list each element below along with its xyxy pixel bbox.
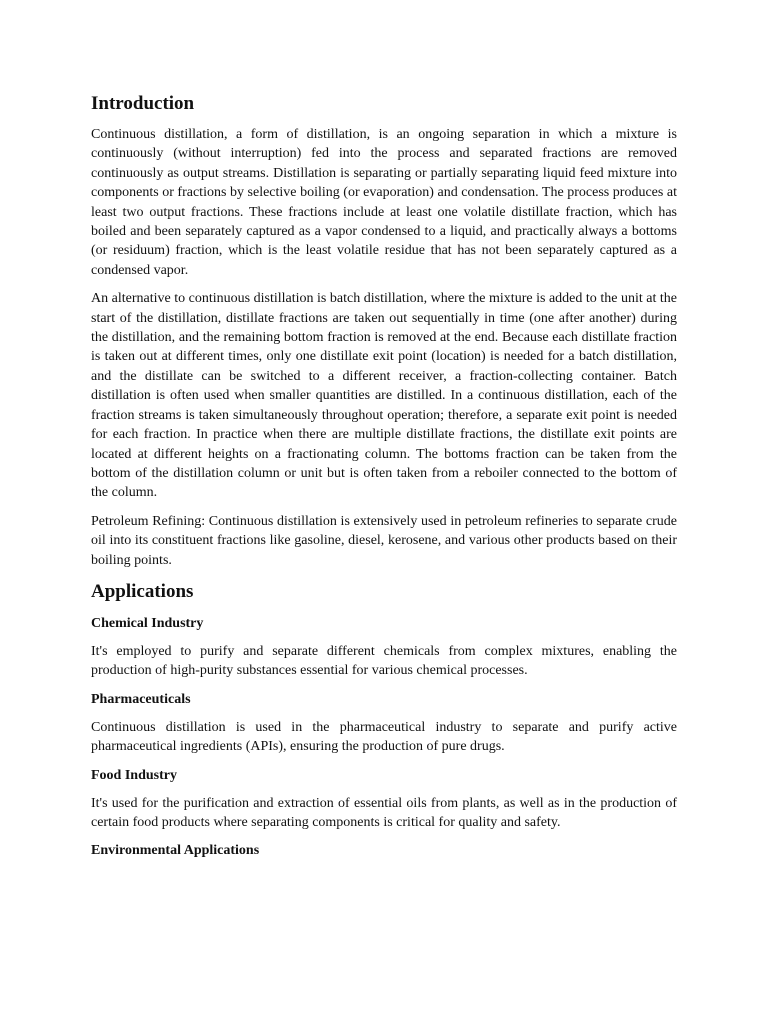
environmental-applications-heading: Environmental Applications	[91, 843, 260, 859]
chemical-industry-heading: Chemical Industry	[91, 615, 204, 631]
pharmaceuticals-text: Continuous distillation is used in the pharmaceutical industry to separate and purify active pharmaceutical ingredients (APIs), ensuring the production of pure drugs.	[91, 719, 677, 755]
applications-heading: Applications	[91, 580, 194, 602]
pharmaceuticals-heading: Pharmaceuticals	[91, 691, 191, 707]
introduction-paragraph-3: Petroleum Refining: Continuous distillation is extensively used in petroleum refineries to separate crude oil into its constituent fractions like gasoline, diesel, kerosene, and various other products based on their boiling points.	[91, 513, 677, 568]
food-industry-text: It's used for the purification and extraction of essential oils from plants, as well as in the production of certain food products where separating components is critical for quality and safety.	[91, 795, 677, 830]
introduction-paragraph-2: An alternative to continuous distillation is batch distillation, where the mixture is added to the unit at the start of the distillation, distillate fractions are taken out sequentially in time (one after another) during the distillation, and the remaining bottom fraction is removed at the end. Because each distillate fraction is taken out at different times, only one distillate exit point (location) is needed for a batch distillation, and the distillate can be switched to a different receiver, a fraction-collecting container. Batch distillation is often used when smaller quantities are distilled. In a continuous distillation, each of the fraction streams is taken simultaneously throughout operation; therefore, a separate exit point is needed for each fraction. In practice when there are multiple distillate fractions, the distillate exit points are located at different heights on a fractionating column. The bottoms fraction can be taken from the bottom of the distillation column or unit but is often taken from a reboiler connected to the bottom of the column.	[91, 291, 677, 501]
introduction-heading: Introduction	[91, 93, 195, 114]
document-page	[91, 92, 677, 869]
food-industry-heading: Food Industry	[91, 767, 177, 783]
chemical-industry-text: It's employed to purify and separate different chemicals from complex mixtures, enabling the production of high-purity substances essential for various chemical processes.	[91, 643, 677, 679]
introduction-paragraph-1: Continuous distillation, a form of distillation, is an ongoing separation in which a mixture is continuously (without interruption) fed into the process and separated fractions are removed continuously as output streams. Distillation is separating or partially separating liquid feed mixture into components or fractions by selective boiling (or evaporation) and condensation. The process produces at least two output fractions. These fractions include at least one volatile distillate fraction, which has boiled and been separately captured as a vapor condensed to a liquid, and practically always a bottoms (or residuum) fraction, which is the least volatile residue that has not been separately captured as a condensed vapor.	[91, 127, 677, 278]
